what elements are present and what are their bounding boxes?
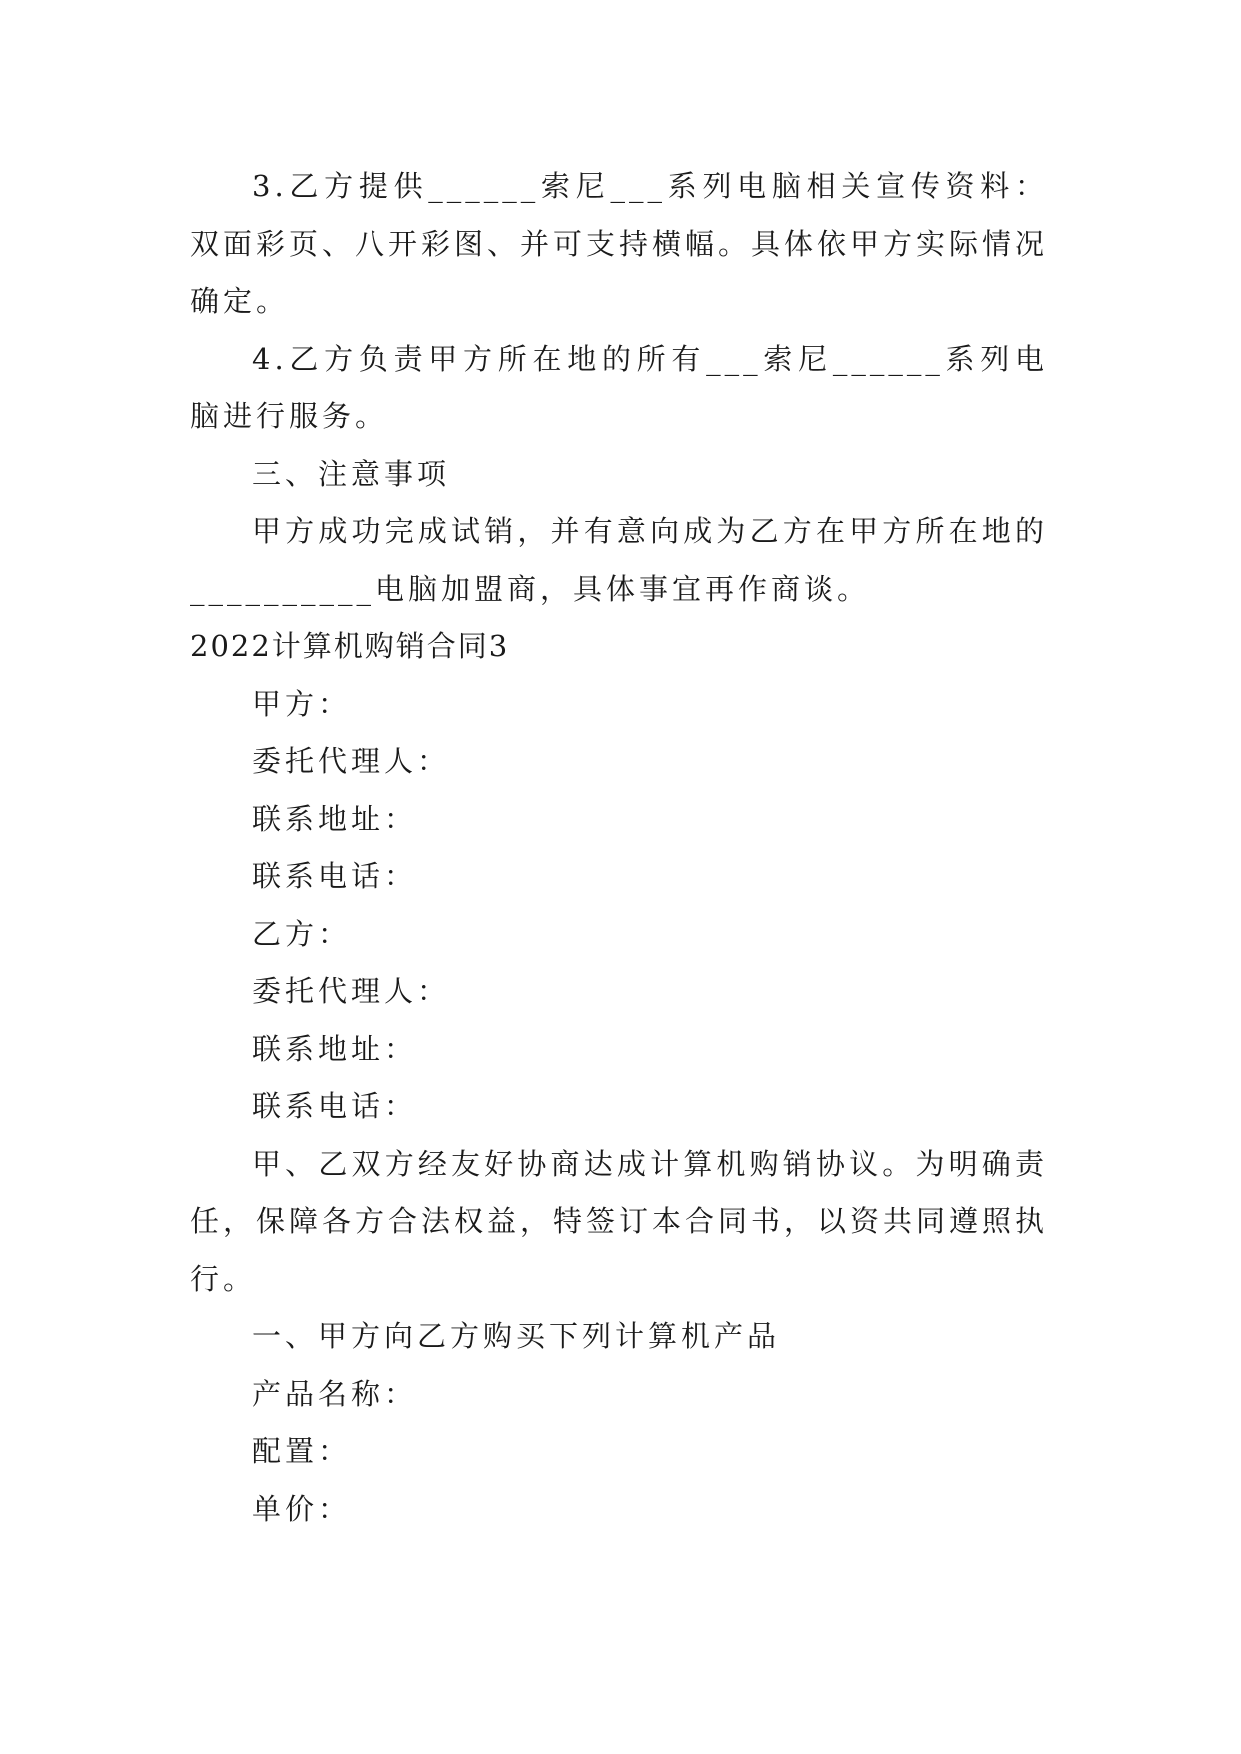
product-name-label: 产品名称： (252, 1376, 418, 1411)
clause-3-promotional-materials: 3.乙方提供______索尼___系列电脑相关宣传资料：双面彩页、八开彩图、并可支持横幅。具体依甲方实际情况确定。 (190, 169, 1049, 318)
agreement-preamble: 甲、乙双方经友好协商达成计算机购销协议。为明确责任，保障各方合法权益，特签订本合同书，以资共同遵照执行。 (190, 1146, 1049, 1296)
document-body (190, 158, 1048, 1538)
party-b-agent-label: 委托代理人： (252, 974, 451, 1008)
unit-price-label: 单价： (252, 1491, 352, 1526)
party-b-address-label: 联系地址： (252, 1031, 418, 1066)
party-b-label: 乙方： (252, 916, 352, 951)
party-b-phone-label: 联系电话： (252, 1089, 418, 1123)
section-heading-purchase: 一、甲方向乙方购买下列计算机产品 (252, 1319, 781, 1353)
party-a-address-label: 联系地址： (252, 801, 418, 836)
clause-4-service: 4.乙方负责甲方所在地的所有___索尼______系列电脑进行服务。 (190, 341, 1048, 433)
party-a-label: 甲方： (252, 686, 352, 721)
party-a-phone-label: 联系电话： (252, 859, 418, 893)
contract-title: 2022计算机购销合同3 (190, 629, 510, 663)
section-heading-notes: 三、注意事项 (252, 456, 451, 491)
party-a-agent-label: 委托代理人： (252, 744, 451, 778)
configuration-label: 配置： (252, 1434, 352, 1468)
notes-paragraph: 甲方成功完成试销，并有意向成为乙方在甲方所在地的__________电脑加盟商，具体事宜再作商谈。 (190, 514, 1048, 606)
